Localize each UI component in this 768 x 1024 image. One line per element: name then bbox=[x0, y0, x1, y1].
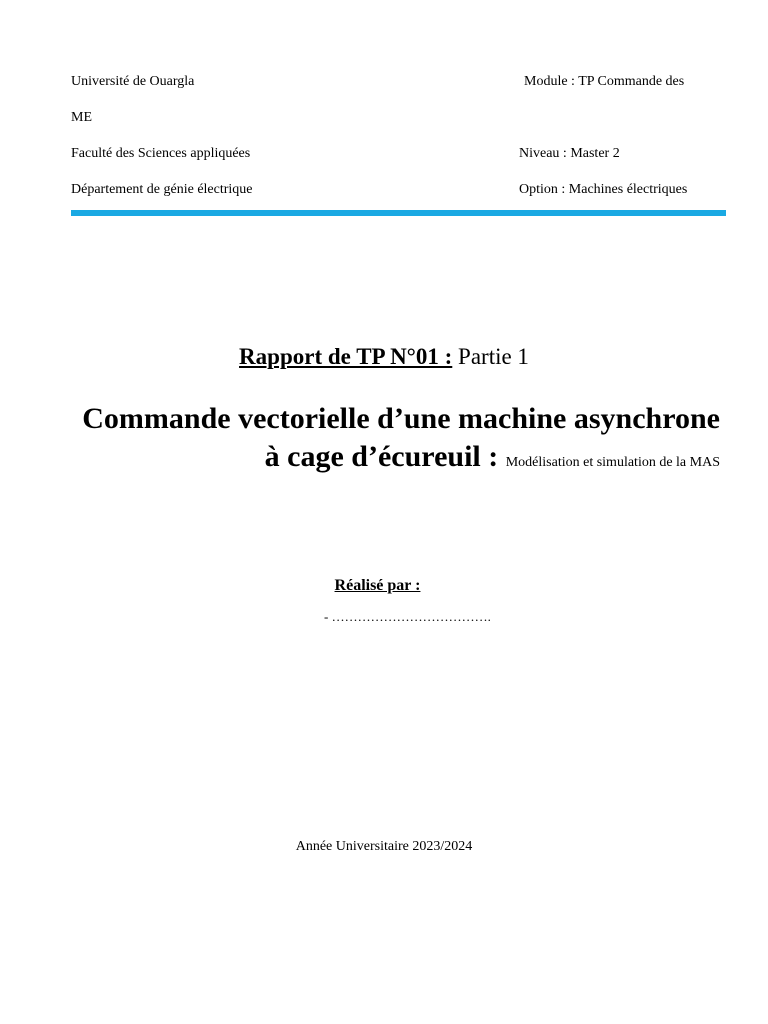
title-line-2 bbox=[82, 438, 720, 476]
university-name: Université de Ouargla bbox=[71, 74, 195, 89]
academic-year: Année Universitaire 2023/2024 bbox=[295, 839, 473, 854]
module-label-continuation: ME bbox=[71, 110, 92, 125]
header-divider bbox=[71, 210, 726, 216]
module-label: Module : TP Commande des bbox=[524, 74, 685, 89]
title-subtitle: Modélisation et simulation de la MAS bbox=[505, 454, 720, 470]
title-line-1: Commande vectorielle d’une machine asynchrone bbox=[82, 402, 720, 435]
author-placeholder: - ………………………………. bbox=[324, 609, 491, 624]
report-heading bbox=[0, 343, 768, 371]
document-title bbox=[82, 400, 720, 475]
realise-par-label: Réalisé par : bbox=[334, 577, 421, 594]
department-name: Département de génie électrique bbox=[71, 182, 253, 197]
title-line-2-main: à cage d’écureuil : bbox=[264, 439, 499, 473]
level-label: Niveau : Master 2 bbox=[519, 146, 620, 161]
faculty-name: Faculté des Sciences appliquées bbox=[71, 146, 251, 161]
report-part: Partie 1 bbox=[458, 344, 529, 369]
option-label: Option : Machines électriques bbox=[519, 182, 688, 197]
report-number: Rapport de TP N°01 : bbox=[239, 344, 453, 369]
